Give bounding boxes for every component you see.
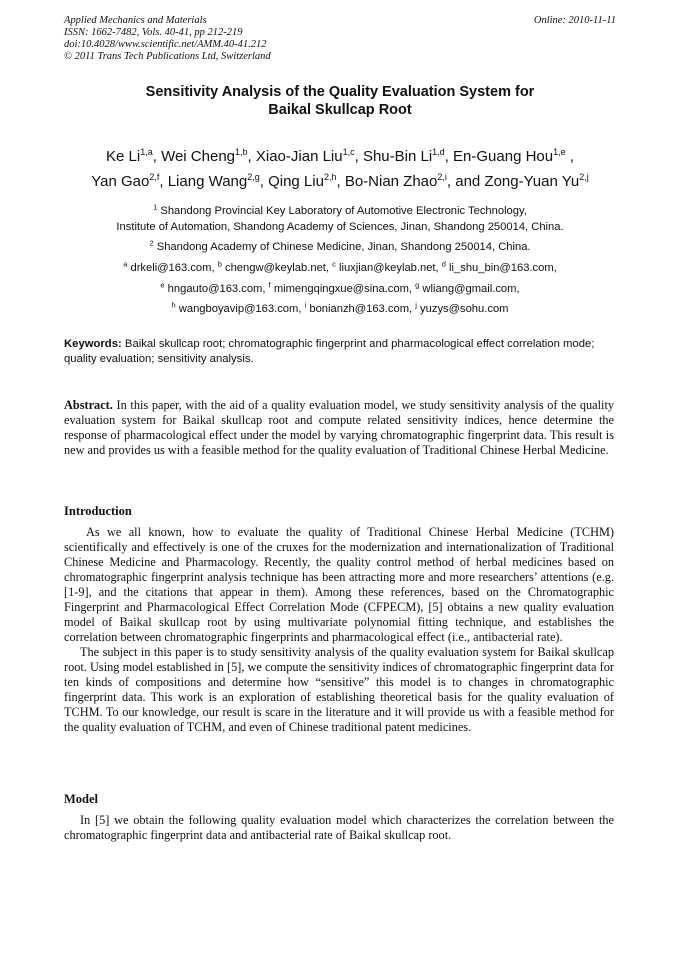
author-affil: 1,a xyxy=(140,147,153,157)
email-link[interactable]: bonianzh@163.com xyxy=(309,303,410,315)
keywords-label: Keywords: xyxy=(64,338,122,350)
abstract-label: Abstract. xyxy=(64,398,113,412)
author-affil: 1,b xyxy=(235,147,248,157)
journal-issn: ISSN: 1662-7482, Vols. 40-41, pp 212-219 xyxy=(64,27,243,38)
email-line-3: $^h$ wangboyavip@163.com, $^i$ bonianzh@163.com, $^j$ yuzys@sohu.com xyxy=(171,300,509,315)
affiliation-1 xyxy=(40,203,640,219)
author-affil: 1,e xyxy=(553,147,566,157)
email-link[interactable]: drkeli@163.com xyxy=(130,262,212,274)
paragraph: In [5] we obtain the following quality evaluation model which characterizes the correlation between the chromatographic fingerprint data and antibacterial rate of Baikal skullcap root. xyxy=(64,813,614,842)
author-name: En-Guang Hou xyxy=(453,148,554,165)
author-name: Liang Wang xyxy=(167,173,248,190)
section-heading-introduction: Introduction xyxy=(64,504,132,518)
email-marker: j xyxy=(415,300,417,310)
keywords xyxy=(64,337,614,367)
email-link[interactable]: hngauto@163.com xyxy=(167,282,263,295)
email-link[interactable]: mimengqingxue@sina.com xyxy=(273,282,409,295)
email-marker: g xyxy=(415,279,420,289)
author-name: Wei Cheng xyxy=(161,148,236,165)
introduction-body xyxy=(64,525,614,735)
email-marker: d xyxy=(441,259,446,269)
email-link[interactable]: liuxjian@keylab.net xyxy=(338,262,436,274)
email-list xyxy=(40,258,640,320)
keywords-text: Baikal skullcap root; chromatographic fingerprint and pharmacological effect correlation mode; quality evaluation; sensitivity analysis. xyxy=(64,338,595,365)
section-heading-model: Model xyxy=(64,792,99,806)
email-link[interactable]: yuzys@sohu.com xyxy=(420,303,509,315)
title-line-1: Sensitivity Analysis of the Quality Evaluation System for xyxy=(145,84,535,100)
abstract-text: In this paper, with the aid of a quality evaluation model, we study sensitivity analysis of the quality evaluation system for Baikal skullcap root and compute related sensitivity indices, hence determine the response of pharmacological effect under the model by varying chromatographic fingerprint data. This result is new and provides us with a feasible method for the quality evaluation of Traditional Chinese Herbal Medicine. xyxy=(64,398,615,457)
author-affil: 2,i xyxy=(437,172,447,182)
paper-title xyxy=(60,83,620,119)
journal-copyright: © 2011 Trans Tech Publications Ltd, Switzerland xyxy=(64,51,271,62)
author-name: Bo-Nian Zhao xyxy=(344,173,438,190)
email-marker: a xyxy=(123,259,128,269)
email-marker: h xyxy=(171,300,176,310)
email-marker: i xyxy=(304,300,307,310)
author-name: Yan Gao xyxy=(91,173,150,190)
affiliation-number: 1 xyxy=(153,202,158,212)
author-name: Xiao-Jian Liu xyxy=(255,148,343,165)
affiliation-text: Shandong Academy of Chinese Medicine, Jinan, Shandong 250014, China. xyxy=(156,241,531,253)
journal-name: Applied Mechanics and Materials xyxy=(64,15,207,26)
author-list xyxy=(40,144,640,194)
author-name: Zong-Yuan Yu xyxy=(484,173,580,190)
email-link[interactable]: chengw@keylab.net xyxy=(224,262,326,274)
author-name: Ke Li xyxy=(106,148,141,165)
email-line-1: $^a$ drkeli@163.com, $^b$ chengw@keylab.net, $^c$ liuxjian@keylab.net, $^d$ li_shu_bin@163.com, xyxy=(123,259,557,274)
author-line-2: Yan Gao$^{2,f}$, Liang Wang$^{2,g}$, Qing Liu$^{2,h}$, Bo-Nian Zhao$^{2,i}$, and Zong-Yuan Yu$^{2,j}$ xyxy=(91,172,589,190)
author-name: Shu-Bin Li xyxy=(362,148,433,165)
affiliations xyxy=(40,203,640,255)
online-date: Online: 2010-11-11 xyxy=(533,15,616,26)
paragraph: As we all known, how to evaluate the quality of Traditional Chinese Herbal Medicine (TCHM) scientifically and effectively is one of the cruxes for the modernization and internationalization of Traditional Chinese Medicine and Pharmacology. Recently, the quality control method of herbal medicines based on chromatographic fingerprint analysis technique has been attracting more and more researchers’ attentions (e.g. [1-9], and the citations that appear in them). Among these references, based on the Chromatographic Fingerprint and Pharmacological Effect Correlation Mode (CFPECM), [5] obtains a new quality evaluation model of Baikal skullcap root by using multivariate polynomial fitting technique, and establishes the correlation between chromatographic fingerprints and pharmacological effect (i.e., antibacterial rate). xyxy=(64,525,614,644)
journal-doi: doi:10.4028/www.scientific.net/AMM.40-41.212 xyxy=(64,39,267,50)
affiliation-1-cont: Institute of Automation, Shandong Academy of Sciences, Jinan, Shandong 250014, China. xyxy=(116,221,564,233)
author-affil: 1,d xyxy=(432,147,445,157)
author-affil: 2,f xyxy=(149,172,160,182)
author-affil: 2,g xyxy=(247,172,260,182)
author-affil: 2,h xyxy=(323,172,337,182)
journal-header xyxy=(64,15,271,63)
email-marker: b xyxy=(217,259,222,269)
email-link[interactable]: wangboyavip@163.com xyxy=(178,303,299,315)
paragraph: The subject in this paper is to study sensitivity analysis of the quality evaluation system for Baikal skullcap root. Using model established in [5], we compute the sensitivity indices of chromatographic fingerprint data for ten kinds of compositions and determine how “sensitive” this model is to changes in chromatographic fingerprint data. This work is an exploration of establishing theoretical basis for the quality evaluation of TCHM. To our knowledge, our result is scare in the literature and it will provide us with a feasible method for the quality evaluation of TCHM, and even of Chinese traditional patent medicines. xyxy=(64,645,614,734)
email-line-2: $^e$ hngauto@163.com, $^f$ mimengqingxue@sina.com, $^g$ wliang@gmail.com, xyxy=(160,279,520,295)
author-affil: 1,c xyxy=(342,147,355,157)
affiliation-text: Shandong Provincial Key Laboratory of Automotive Electronic Technology, xyxy=(160,205,527,217)
author-name: Qing Liu xyxy=(268,173,324,190)
model-body xyxy=(64,813,614,843)
email-marker: e xyxy=(160,279,165,289)
affiliation-number: 2 xyxy=(149,238,154,248)
email-marker: c xyxy=(332,259,336,269)
email-link[interactable]: li_shu_bin@163.com xyxy=(449,262,554,274)
author-affil: 2,j xyxy=(579,172,589,182)
title-line-2: Baikal Skullcap Root xyxy=(268,102,412,118)
author-line-1: Ke Li$^{1,a}$, Wei Cheng$^{1,b}$, Xiao-Jian Liu$^{1,c}$, Shu-Bin Li$^{1,d}$, En-Guang Hou$^{1,e}$ , xyxy=(106,147,574,165)
abstract xyxy=(64,398,614,458)
email-marker: f xyxy=(268,279,271,289)
affiliation-2 xyxy=(40,239,640,255)
email-link[interactable]: wliang@gmail.com xyxy=(422,282,517,295)
